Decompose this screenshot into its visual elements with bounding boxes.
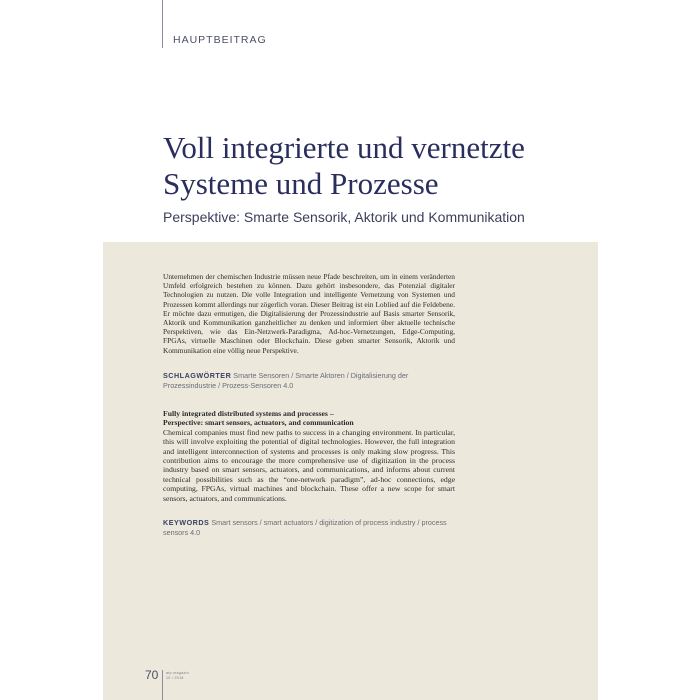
keywords-english-text: Smart sensors / smart actuators / digitization of process industry / process sensors 4.0 (163, 518, 447, 537)
title-line-2: Systeme und Prozesse (163, 166, 439, 201)
section-label: HAUPTBEITRAG (173, 34, 267, 46)
title-line-1: Voll integrierte und vernetzte (163, 130, 525, 165)
keywords-english-label: KEYWORDS (163, 518, 210, 527)
journal-info (166, 671, 189, 680)
keywords-german-text: Smarte Sensoren / Smarte Aktoren / Digitalisierung der Prozessindustrie / Prozess-Sensoren 4.0 (163, 371, 409, 390)
article-subtitle: Perspektive: Smarte Sensorik, Aktorik und Kommunikation (163, 209, 525, 225)
abstract-german: Unternehmen der chemischen Industrie müssen neue Pfade beschreiten, um in einem veränderten Umfeld erfolgreich bestehen zu können. Dazu gehört insbesondere, das Potenzial digitaler Technologien zu nutzen. Die volle Integration und intelligente Vernetzung von Systemen und Prozessen kommt allerdings nur zögerlich voran. Dieser Beitrag ist ein Loblied auf die Feldebene. Er möchte dazu ermutigen, die Digitalisierung der Prozessindustrie auf Basis smarter Sensorik, Aktorik und Kommunikation ganzheitlicher zu denken und informiert über aktuelle technische Perspektiven, wie das Ein-Netzwerk-Paradigma, Ad-hoc-Vernetzungen, Edge-Computing, FPGAs, virtuelle Maschinen oder Blockchain. Diese geben smarter Sensorik, Aktorik und Kommunikation eine völlig neue Perspektive. (163, 272, 455, 355)
keywords-english (163, 518, 455, 538)
section-divider (162, 0, 163, 48)
journal-page (103, 0, 598, 700)
english-abstract-block (163, 409, 455, 503)
abstract-english: Chemical companies must find new paths to success in a changing environment. In particular, this will involve exploiting the potential of digital technologies. However, the full integration and intelligent interconnection of systems and processes is only making slow progress. This contribution aims to encourage the more comprehensive use of digitization in the process industry based on smart sensors, actuators, and communications, and informs about current technical possibilities such as the “one-network paradigm”, ad-hoc connections, edge computing, FPGAs, virtual machines and blockchain. These offer a new scope for smart sensors, actuators, and communications. (163, 427, 455, 503)
article-title (163, 130, 583, 202)
footer-divider (162, 670, 163, 700)
page-number: 70 (145, 668, 159, 682)
keywords-german-label: SCHLAGWÖRTER (163, 371, 232, 380)
english-title-line-2: Perspective: smart sensors, actuators, and communication (163, 418, 354, 428)
english-title-line-1: Fully integrated distributed systems and processes – (163, 409, 334, 418)
keywords-german (163, 371, 455, 391)
journal-issue: 10 / 2018 (166, 675, 184, 680)
journal-name: atp magazin (166, 671, 189, 675)
